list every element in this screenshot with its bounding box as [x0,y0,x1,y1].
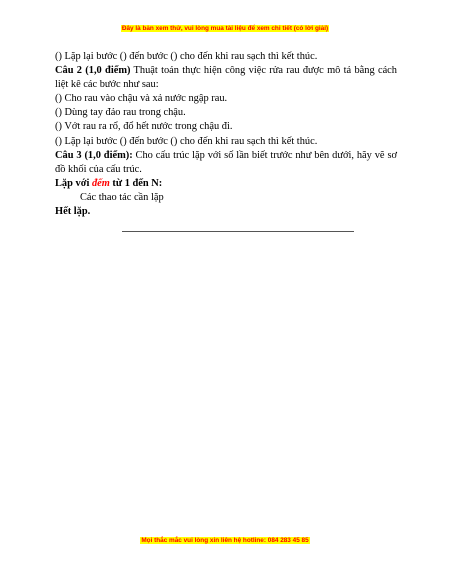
loop-end: Hết lặp. [55,206,91,218]
preview-banner [0,24,450,33]
hotline-banner [0,536,450,545]
document-body [55,50,397,219]
q1-repeat-step: () Lặp lại bước () đến bước () cho đến khi rau sạch thì kết thúc. [55,51,318,62]
question-2-text: Thuật toán thực hiện công việc rửa rau được mô tả bằng cách liệt kê các bước như sau: [55,65,397,91]
q2-step-1: () Cho rau vào chậu và xả nước ngập rau. [55,93,228,105]
question-3 [55,149,397,177]
q2-step-2: () Dùng tay đảo rau trong chậu. [55,107,186,119]
preview-banner-text: Đây là bản xem thử, vui lòng mua tài liệu để xem chi tiết (có lời giải) [121,25,329,32]
question-3-text: Cho cấu trúc lặp với số lần biết trước như bên dưới, hãy vẽ sơ đồ khối của cấu trúc. [55,149,397,175]
loop-variable: đếm [91,177,110,189]
q2-step-4: () Lặp lại bước () đến bước () cho đến khi rau sạch thì kết thúc. [55,135,318,147]
question-2-label: Câu 2 (1,0 điểm) [55,65,131,77]
loop-header-start: Lặp với [55,177,92,189]
loop-header-end: từ 1 đến N: [109,177,163,189]
loop-body: Các thao tác cần lặp [80,191,164,203]
hotline-banner-text: Mọi thắc mắc vui lòng xin liên hệ hotline: 084 283 45 85 [141,537,309,544]
question-2 [55,64,397,92]
q2-step-3: () Vớt rau ra rổ, đổ hết nước trong chậu đi. [55,121,233,133]
question-3-label: Câu 3 (1,0 điểm): [55,149,133,161]
section-divider [122,231,354,232]
loop-header [55,177,397,191]
